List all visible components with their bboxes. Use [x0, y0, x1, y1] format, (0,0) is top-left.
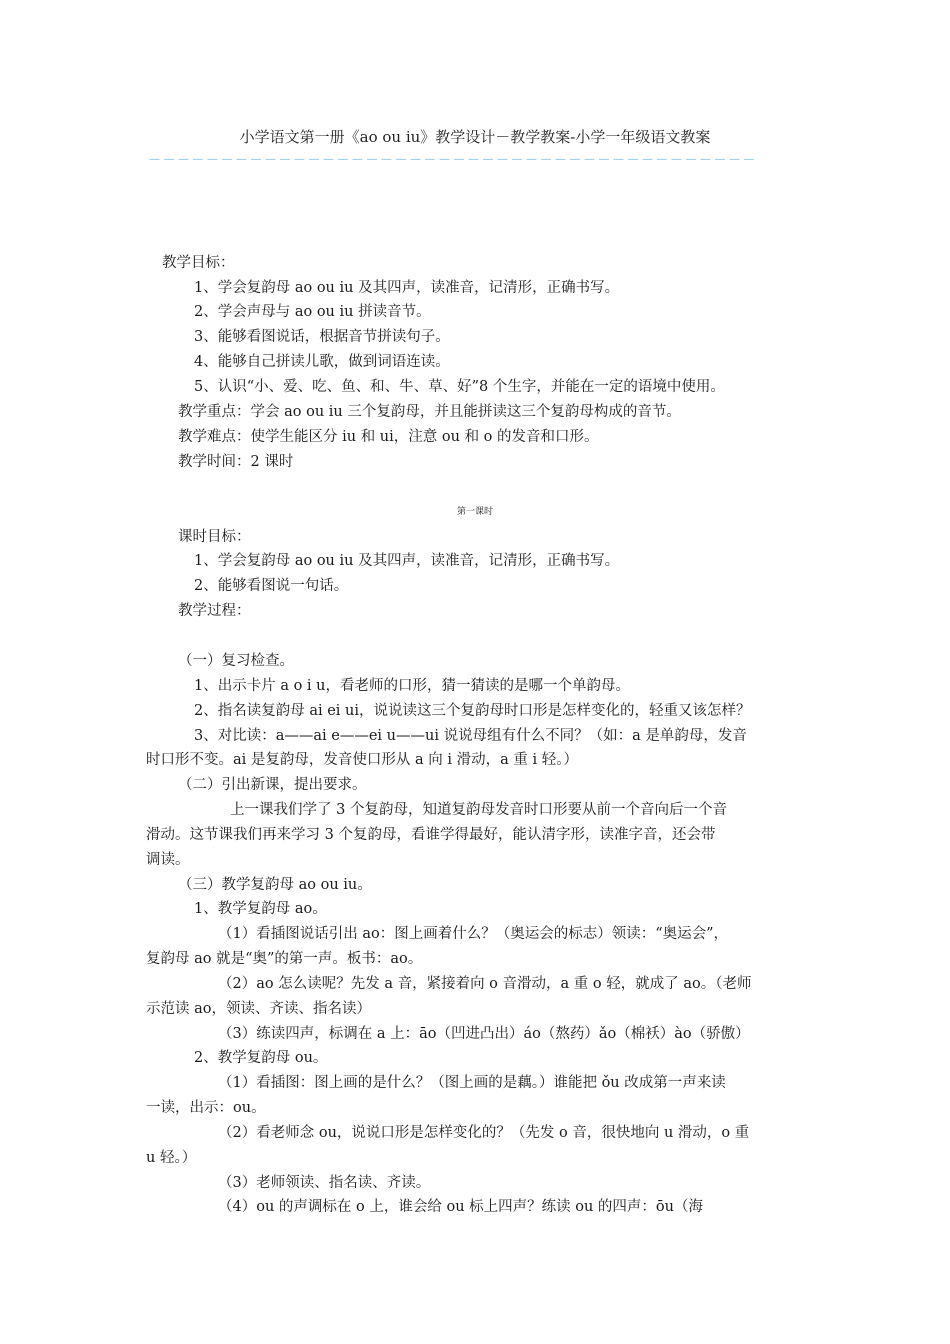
objective-item: 5、认识“小、爱、吃、鱼、和、牛、草、好”8 个生字，并能在一定的语境中使用。 — [194, 379, 725, 395]
paragraph-line: （2）看老师念 ou，说说口形是怎样变化的？（先发 o 音，很快地向 u 滑动，o 重 — [218, 1125, 750, 1141]
document-title: 小学语文第一册《ao ou iu》教学设计－教学教案-小学一年级语文教案 — [239, 128, 711, 146]
objective-item: 2、能够看图说一句话。 — [194, 578, 349, 594]
objective-item: 2、学会声母与 ao ou iu 拼读音节。 — [194, 304, 431, 320]
section-heading: 教学目标： — [162, 255, 235, 271]
objective-item: 3、能够看图说话，根据音节拼读句子。 — [194, 329, 450, 345]
sub-heading: 2、教学复韵母 ou。 — [194, 1050, 328, 1066]
paragraph-line: （3）练读四声，标调在 a 上：āo（凹进凸出）áo（熬药）ǎo（棉袄）ào（骄傲） — [218, 1026, 750, 1042]
paragraph-line: u 轻。） — [146, 1150, 197, 1166]
paragraph-line: 时口形不变。ai 是复韵母，发音使口形从 a 向 i 滑动，a 重 i 轻。） — [146, 752, 578, 768]
objective-item: 1、学会复韵母 ao ou iu 及其四声，读准音，记清形，正确书写。 — [194, 280, 620, 296]
paragraph-line: 滑动。这节课我们再来学习 3 个复韵母，看谁学得最好，能认清字形，读准字音，还会带 — [146, 827, 716, 843]
difficulty: 教学难点：使学生能区分 iu 和 ui，注意 ou 和 o 的发音和口形。 — [178, 429, 599, 445]
objective-item: 4、能够自己拼读儿歌，做到词语连读。 — [194, 354, 450, 370]
teaching-time: 教学时间：2 课时 — [178, 454, 294, 470]
lesson-heading: 第一课时 — [456, 507, 493, 517]
step-heading: （三）教学复韵母 ao ou iu。 — [178, 877, 372, 893]
paragraph-line: 上一课我们学了 3 个复韵母，知道复韵母发音时口形要从前一个音向后一个音 — [230, 802, 727, 818]
paragraph-line: （1）看插图：图上画的是什么？（图上画的是藕。）谁能把 ǒu 改成第一声来读 — [218, 1075, 726, 1091]
paragraph-line: （1）看插图说话引出 ao：图上画着什么？（奥运会的标志）领读：“奥运会”， — [218, 926, 729, 942]
key-point: 教学重点：学会 ao ou iu 三个复韵母，并且能拼读这三个复韵母构成的音节。 — [178, 404, 681, 420]
title-separator: －－－－－－－－－－－－－－－－－－－－－－－－－－－－－－－－－－－－－－－－－－ — [148, 153, 758, 168]
section-heading: 课时目标： — [178, 529, 251, 545]
paragraph-line: 调读。 — [146, 852, 190, 868]
paragraph-line: （2）ao 怎么读呢？先发 a 音，紧接着向 o 音滑动，a 重 o 轻，就成了 ao。（老师 — [218, 976, 752, 992]
step-heading: （二）引出新课，提出要求。 — [178, 777, 367, 793]
paragraph-line: 一读，出示：ou。 — [146, 1100, 266, 1116]
section-heading: 教学过程： — [178, 603, 251, 619]
sub-heading: 1、教学复韵母 ao。 — [194, 901, 327, 917]
paragraph-line: 3、对比读：a——ai e——ei u——ui 说说母组有什么不同？（如：a 是单韵母，发音 — [194, 728, 747, 744]
paragraph-line: 复韵母 ao 就是“奥”的第一声。板书：ao。 — [146, 951, 423, 967]
paragraph-line: （3）老师领读、指名读、齐读。 — [218, 1175, 431, 1191]
paragraph-line: 2、指名读复韵母 ai ei ui，说说读这三个复韵母时口形是怎样变化的，轻重又该怎样？ — [194, 703, 751, 719]
objective-item: 1、学会复韵母 ao ou iu 及其四声，读准音，记清形，正确书写。 — [194, 553, 620, 569]
paragraph-line: 示范读 ao，领读、齐读、指名读） — [146, 1001, 371, 1017]
paragraph-line: （4）ou 的声调标在 o 上，谁会给 ou 标上四声？练读 ou 的四声：ōu（海 — [218, 1199, 703, 1215]
step-heading: （一）复习检查。 — [178, 653, 294, 669]
paragraph-line: 1、出示卡片 a o i u，看老师的口形，猜一猜读的是哪一个单韵母。 — [194, 678, 631, 694]
